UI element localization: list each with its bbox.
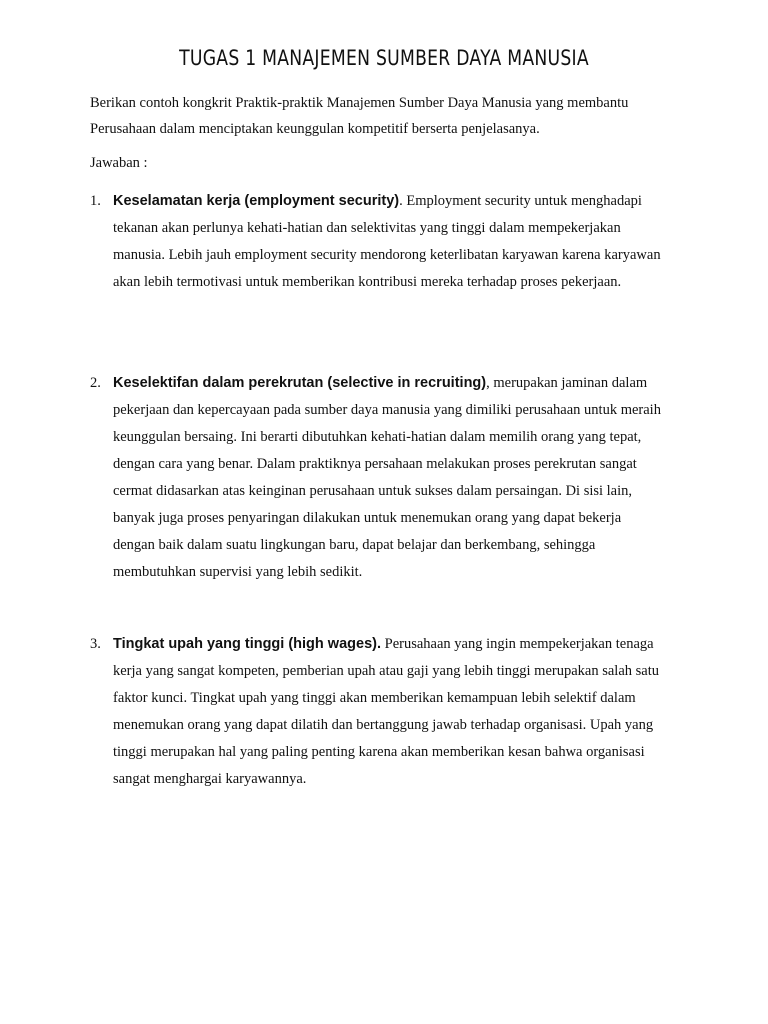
intro-paragraph: Berikan contoh kongkrit Praktik-praktik Manajemen Sumber Daya Manusia yang membantu Perusahaan dalam menciptakan keunggulan kompetitif berserta penjelasanya. — [90, 95, 629, 137]
list-item-number: 2. — [90, 375, 101, 391]
list-item-number: 1. — [90, 193, 101, 209]
list-item-text: Perusahaan yang ingin mempekerjakan tenaga kerja yang sangat kompeten, pemberian upah atau gaji yang lebih tinggi merupakan salah satu faktor kunci. Tingkat upah yang tinggi akan memberikan kemampuan lebih selektif dalam menemukan orang yang dapat dilatih dan bertanggung jawab terhadap organisasi. Upah yang tinggi merupakan hal yang paling penting karena akan memberikan kesan bahwa organisasi sangat menghargai karyawannya. — [113, 636, 659, 787]
answer-label: Jawaban : — [90, 155, 148, 171]
list-item-body — [113, 188, 665, 296]
list-item-text: , merupakan jaminan dalam pekerjaan dan kepercayaan pada sumber daya manusia yang dimiliki perusahaan untuk meraih keunggulan bersaing. Ini berarti dibutuhkan kehati-hatian dalam memilih orang yang tepat, dengan cara yang benar. Dalam praktiknya persahaan melakukan proses perekrutan sangat cermat didasarkan atas keinginan perusahaan untuk sukses dalam persaingan. Di sisi lain, banyak juga proses penyaringan dilakukan untuk menemukan orang yang dapat bekerja dengan baik dalam suatu lingkungan baru, dapat belajar dan berkembang, sehingga membutuhkan supervisi yang lebih sedikit. — [113, 375, 661, 580]
list-item-number: 3. — [90, 636, 101, 652]
list-item-heading: Tingkat upah yang tinggi (high wages). — [113, 636, 381, 652]
document-title: TUGAS 1 MANAJEMEN SUMBER DAYA MANUSIA — [179, 46, 589, 70]
list-item-heading: Keselektifan dalam perekrutan (selective in recruiting) — [113, 375, 487, 391]
list-item-body — [113, 370, 665, 586]
list-item-heading: Keselamatan kerja (employment security) — [113, 193, 400, 209]
list-item-text: . Employment security untuk menghadapi tekanan akan perlunya kehati-hatian dan selektivitas yang tinggi dalam mempekerjakan manusia. Lebih jauh employment security mendorong keterlibatan karyawan karena karyawan akan lebih termotivasi untuk memberikan kontribusi mereka terhadap proses pekerjaan. — [113, 193, 661, 290]
list-item-body — [113, 631, 665, 793]
